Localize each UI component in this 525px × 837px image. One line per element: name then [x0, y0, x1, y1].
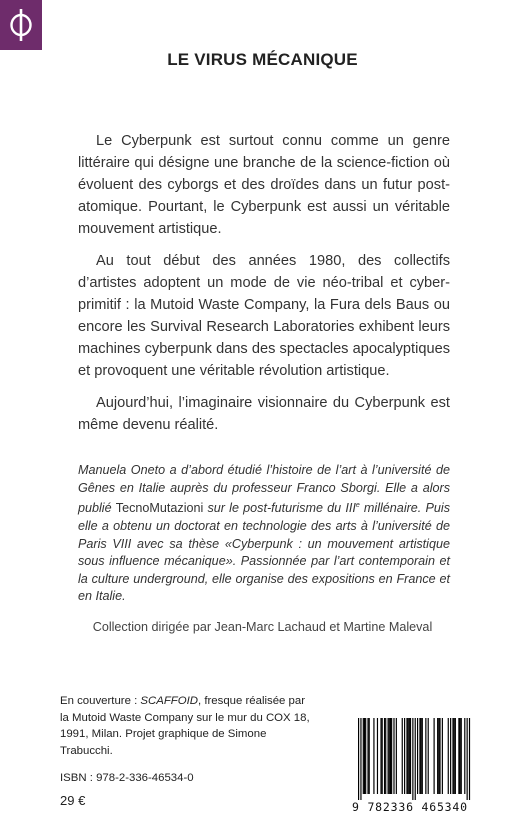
barcode-bar — [415, 718, 416, 800]
phi-icon — [7, 7, 35, 43]
barcode-bar — [464, 718, 465, 794]
barcode-bar — [382, 718, 383, 794]
cover-credit: En couverture : SCAFFOID, fresque réalisée par la Mutoid Waste Company sur le mur du COX 18, 1991, Milan. Projet graphique de Simone Trabucchi. — [60, 695, 310, 757]
barcode-bar — [404, 718, 405, 794]
barcode-bar — [452, 718, 453, 794]
barcode-bar — [367, 718, 368, 794]
book-reference: TecnoMutazioni — [115, 501, 204, 516]
barcode-bar — [437, 718, 438, 794]
barcode-bar — [389, 718, 390, 794]
isbn: ISBN : 978-2-336-46534-0 — [60, 772, 194, 784]
barcode-bar — [402, 718, 403, 794]
barcode-bar — [377, 718, 378, 794]
barcode-bar — [365, 718, 366, 794]
barcode-digits: 9 782336 465340 — [352, 800, 468, 814]
barcode-bar — [419, 718, 420, 794]
barcode-bar — [438, 718, 439, 794]
barcode-bar — [448, 718, 449, 794]
barcode-bar — [393, 718, 394, 794]
barcode-bar — [369, 718, 370, 794]
summary-text — [78, 130, 450, 446]
barcode-bar — [358, 718, 359, 800]
barcode-bar — [385, 718, 386, 794]
barcode-bar — [459, 718, 460, 794]
barcode-bar — [450, 718, 451, 794]
barcode-bar — [439, 718, 440, 794]
barcode-bar — [461, 718, 462, 794]
barcode-bar — [390, 718, 391, 794]
barcode-bar — [360, 718, 361, 800]
barcode-bars — [352, 718, 472, 800]
barcode-bar — [363, 718, 364, 794]
barcode-bar — [469, 718, 470, 800]
price: 29 € — [60, 793, 86, 808]
publisher-logo — [0, 0, 42, 50]
barcode-bar — [388, 718, 389, 794]
barcode-bar — [410, 718, 411, 794]
barcode-bar — [409, 718, 410, 794]
collection-credit: Collection dirigée par Jean-Marc Lachaud et Martine Maleval — [92, 620, 433, 634]
barcode-bar — [421, 718, 422, 794]
barcode-bar — [391, 718, 392, 794]
barcode-bar — [380, 718, 381, 794]
barcode-bar — [422, 718, 423, 794]
barcode-bar — [364, 718, 365, 794]
barcode-bar — [412, 718, 413, 800]
barcode-bar — [442, 718, 443, 794]
book-title: LE VIRUS MÉCANIQUE — [167, 50, 358, 69]
barcode — [352, 718, 472, 818]
barcode-bar — [434, 718, 435, 794]
century: III — [345, 501, 356, 516]
barcode-bar — [454, 718, 455, 794]
barcode-bar — [373, 718, 374, 794]
barcode-bar — [417, 718, 418, 794]
summary-paragraph: Le Cyberpunk est surtout connu comme un genre littéraire qui désigne une branche de la science-fiction où évoluent des cyborgs et des droïdes dans un futur post-atomique. Pourtant, le Cyberpunk est aussi un véritable mouvement artistique. — [78, 133, 450, 237]
barcode-bar — [467, 718, 468, 800]
barcode-bar — [384, 718, 385, 794]
author-name: Manuela Oneto — [78, 463, 166, 477]
barcode-bar — [428, 718, 429, 794]
barcode-bar — [455, 718, 456, 794]
summary-paragraph: Au tout début des années 1980, des collectifs d’artistes adoptent un mode de vie néo-tribal et cyber-primitif : la Mutoid Waste Company, la Fura dels Baus ou encore les Survival Research Laboratories exhibent leurs machines cyberpunk dans des spectacles apocalyptiques et provoquent une véritable révolution artistique. — [78, 253, 450, 379]
artwork-title: SCAFFOID — [140, 695, 199, 707]
barcode-bar — [425, 718, 426, 794]
summary-paragraph: Aujourd’hui, l’imaginaire visionnaire du Cyberpunk est même devenu réalité. — [78, 395, 450, 433]
barcode-bar — [396, 718, 397, 794]
barcode-bar — [408, 718, 409, 794]
author-bio: Manuela Oneto a d’abord étudié l’histoire de l’art à l’université de Gênes en Italie auprès du professeur Franco Sborgi. Elle a alors publié TecnoMutazioni sur le post-futurisme du IIIe millénaire. Puis elle a obtenu un doctorat en technologie des arts à l’université de Paris VIII avec sa thèse «Cyberpunk : un mouvement artistique sous influence mécanique». Passionnée par l’art contemporain et la culture underground, elle organise des expositions en France et en Italie. — [78, 463, 450, 604]
barcode-bar — [458, 718, 459, 794]
barcode-bar — [406, 718, 407, 794]
